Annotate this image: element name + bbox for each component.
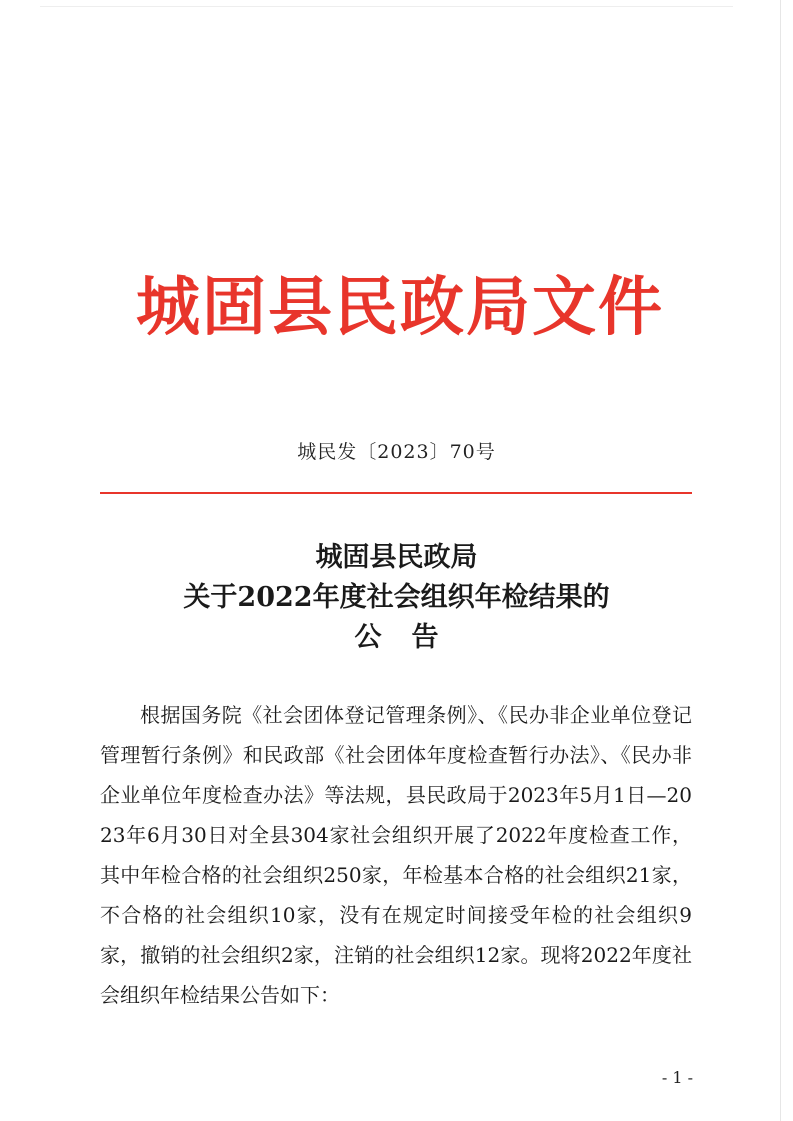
announcement-title xyxy=(0,538,793,658)
masthead-title: 城固县民政局文件 xyxy=(136,270,664,345)
title-line-2: 关于2022年度社会组织年检结果的 xyxy=(183,582,610,613)
scan-top-edge xyxy=(40,6,733,7)
title-line-1: 城固县民政局 xyxy=(315,542,478,573)
red-divider-line xyxy=(100,492,692,494)
page-number: - 1 - xyxy=(661,1068,693,1087)
document-number: 城民发〔2023〕70号 xyxy=(297,441,496,463)
body-paragraph: 根据国务院《社会团体登记管理条例》、《民办非企业单位登记管理暂行条例》和民政部《社会团体年度检查暂行办法》、《民办非企业单位年度检查办法》等法规，县民政局于2023年5月1日—2023年6月30日对全县304家社会组织开展了2022年度检查工作，其中年检合格的社会组织250家，年检基本合格的社会组织21家，不合格的社会组织10家，没有在规定时间接受年检的社会组织9家，撤销的社会组织2家，注销的社会组织12家。现将2022年度社会组织年检结果公告如下： xyxy=(100,703,692,1007)
title-line-3: 公告 xyxy=(354,622,469,653)
